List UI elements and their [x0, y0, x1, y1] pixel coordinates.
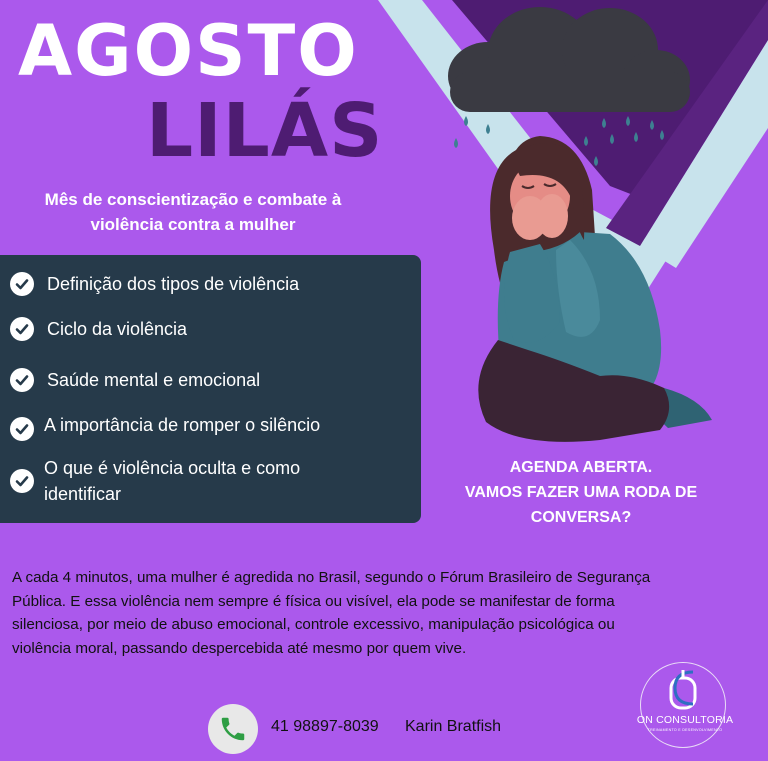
topic-item — [10, 367, 387, 393]
logo-mark-icon — [665, 668, 705, 712]
topic-label: Saúde mental e emocional — [47, 370, 261, 390]
check-circle-icon — [10, 317, 34, 341]
check-circle-icon — [10, 417, 34, 441]
check-circle-icon — [10, 368, 34, 392]
logo-tagline: TREINAMENTO E DESENVOLVIMENTO — [647, 728, 723, 732]
topic-item — [10, 271, 387, 297]
company-logo — [636, 662, 734, 748]
logo-name: ON CONSULTORIA — [636, 714, 734, 726]
check-circle-icon — [10, 469, 34, 493]
topic-label: Ciclo da violência — [47, 319, 188, 339]
topic-item — [10, 412, 384, 441]
topic-label: O que é violência oculta e como identificar — [44, 458, 301, 504]
topic-label: A importância de romper o silêncio — [44, 415, 321, 435]
topic-item — [10, 455, 374, 507]
cta-line: AGENDA ABERTA. — [509, 459, 653, 476]
check-circle-icon — [10, 272, 34, 296]
topic-item — [10, 316, 387, 342]
contact-name: Karin Bratfish — [405, 718, 502, 735]
title-line-2: LILÁS — [146, 88, 384, 174]
topics-panel — [0, 255, 421, 523]
title-line-1: AGOSTO — [18, 10, 359, 92]
body-paragraph: A cada 4 minutos, uma mulher é agredida no Brasil, segundo o Fórum Brasileiro de Segurança Pública. E essa violência nem sempre é física ou visível, ela pode se manifestar de forma silenciosa, por meio de abuso emocional, controle excessivo, manipulação psicológica ou violência moral, passando despercebida até mesmo por quem vive. — [12, 569, 651, 657]
cta-text — [446, 455, 716, 530]
topic-label: Definição dos tipos de violência — [47, 274, 300, 294]
phone-number[interactable]: 41 98897-8039 — [271, 718, 379, 735]
cta-line: VAMOS FAZER UMA RODA DE — [464, 484, 698, 501]
subtitle: Mês de conscientização e combate à violência contra a mulher — [44, 190, 342, 234]
cta-line: CONVERSA? — [530, 509, 632, 526]
phone-icon[interactable] — [208, 704, 258, 754]
